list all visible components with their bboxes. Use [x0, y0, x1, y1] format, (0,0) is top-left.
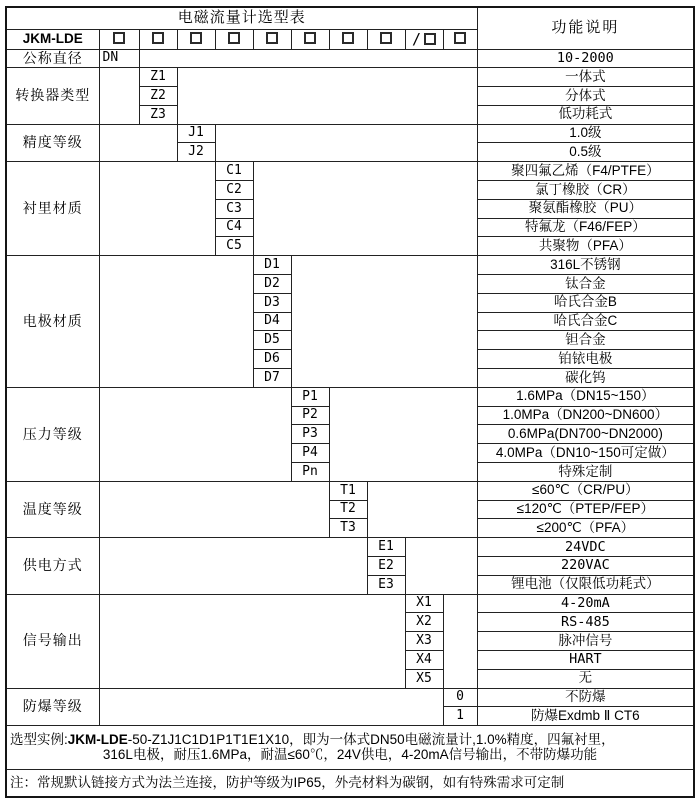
code-cell: P1 — [291, 387, 329, 406]
desc-cell: ≤120℃（PTEP/FEP） — [477, 500, 694, 519]
model-code: JKM-LDE — [6, 29, 99, 49]
code-cell: X2 — [405, 613, 443, 632]
category-electrode-material: 电极材质 — [6, 256, 99, 388]
category-converter-type: 转换器类型 — [6, 68, 99, 124]
option-box-cell — [291, 29, 329, 49]
checkbox-icon — [342, 32, 354, 44]
empty-cell — [329, 387, 477, 481]
example-line2: 316L电极，耐压1.6MPa，耐温≤60℃，24V供电，4-20mA信号输出，不带防爆功能 — [102, 746, 598, 762]
option-box-cell — [215, 29, 253, 49]
checkbox-icon — [152, 32, 164, 44]
empty-cell — [367, 481, 477, 537]
option-box-cell — [329, 29, 367, 49]
checkbox-icon — [424, 33, 436, 45]
desc-cell: 防爆Exdmb Ⅱ CT6 — [477, 707, 694, 726]
desc-cell: 无 — [477, 669, 694, 688]
code-cell: C1 — [215, 162, 253, 181]
category-lining-material: 衬里材质 — [6, 162, 99, 256]
code-cell: P3 — [291, 425, 329, 444]
code-cell: P4 — [291, 444, 329, 463]
desc-cell: 分体式 — [477, 87, 694, 106]
category-pressure-rating: 压力等级 — [6, 387, 99, 481]
desc-cell: 铂铱电极 — [477, 350, 694, 369]
desc-cell: ≤200℃（PFA） — [477, 519, 694, 538]
code-cell: X1 — [405, 594, 443, 613]
code-cell: Z3 — [139, 105, 177, 124]
example-prefix: 选型实例: — [10, 731, 68, 747]
desc-cell: 聚氨酯橡胶（PU） — [477, 199, 694, 218]
code-cell: C3 — [215, 199, 253, 218]
checkbox-icon — [228, 32, 240, 44]
empty-cell — [291, 256, 477, 388]
checkbox-icon — [304, 32, 316, 44]
slash-separator: / — [411, 29, 422, 48]
empty-cell — [99, 68, 139, 124]
code-cell: 0 — [443, 688, 477, 707]
desc-cell: 共聚物（PFA） — [477, 237, 694, 256]
desc-cell: 哈氏合金C — [477, 312, 694, 331]
code-cell: DN — [99, 49, 139, 68]
code-cell: J2 — [177, 143, 215, 162]
desc-cell: 锂电池（仅限低功耗式） — [477, 575, 694, 594]
desc-cell: 碳化钨 — [477, 369, 694, 388]
code-cell: Pn — [291, 463, 329, 482]
category-explosion-proof: 防爆等级 — [6, 688, 99, 726]
code-cell: 1 — [443, 707, 477, 726]
desc-cell: HART — [477, 651, 694, 670]
checkbox-icon — [113, 32, 125, 44]
checkbox-icon — [454, 32, 466, 44]
desc-cell: 氯丁橡胶（CR） — [477, 181, 694, 200]
empty-cell — [99, 256, 253, 388]
desc-cell: 1.0MPa（DN200~DN600） — [477, 406, 694, 425]
checkbox-icon — [380, 32, 392, 44]
desc-cell: 低功耗式 — [477, 105, 694, 124]
code-cell: D2 — [253, 275, 291, 294]
code-cell: E2 — [367, 557, 405, 576]
checkbox-icon — [266, 32, 278, 44]
code-cell: C5 — [215, 237, 253, 256]
code-cell: Z1 — [139, 68, 177, 87]
empty-cell — [405, 538, 477, 594]
option-box-cell — [253, 29, 291, 49]
code-cell: C2 — [215, 181, 253, 200]
empty-cell — [99, 594, 405, 688]
desc-cell: 0.5级 — [477, 143, 694, 162]
empty-cell — [177, 68, 477, 124]
option-box-cell — [99, 29, 139, 49]
desc-cell: 不防爆 — [477, 688, 694, 707]
example-model: JKM-LDE — [67, 731, 128, 747]
code-cell: E1 — [367, 538, 405, 557]
code-cell: D3 — [253, 293, 291, 312]
code-cell: T3 — [329, 519, 367, 538]
table-title: 电磁流量计选型表 — [6, 7, 477, 29]
desc-cell: 钽合金 — [477, 331, 694, 350]
selection-table — [5, 6, 695, 798]
function-description-header: 功能说明 — [477, 7, 694, 49]
code-cell: E3 — [367, 575, 405, 594]
desc-cell: 1.6MPa（DN15~150） — [477, 387, 694, 406]
desc-cell: 特氟龙（F46/FEP） — [477, 218, 694, 237]
desc-cell: 4.0MPa（DN10~150可定做） — [477, 444, 694, 463]
code-cell: X4 — [405, 651, 443, 670]
empty-cell — [99, 688, 443, 726]
empty-cell — [215, 124, 477, 162]
code-cell: J1 — [177, 124, 215, 143]
code-cell: D6 — [253, 350, 291, 369]
category-accuracy-class: 精度等级 — [6, 124, 99, 162]
empty-cell — [443, 594, 477, 688]
desc-cell: 聚四氟乙烯（F4/PTFE） — [477, 162, 694, 181]
option-box-cell — [443, 29, 477, 49]
code-cell: D4 — [253, 312, 291, 331]
desc-cell: 一体式 — [477, 68, 694, 87]
desc-cell: 24VDC — [477, 538, 694, 557]
option-box-cell — [367, 29, 405, 49]
desc-cell: RS-485 — [477, 613, 694, 632]
empty-cell — [99, 162, 215, 256]
note-text: 注：常规默认链接方式为法兰连接，防护等级为IP65，外壳材料为碳钢，如有特殊需求可定制 — [6, 770, 694, 797]
code-cell: X5 — [405, 669, 443, 688]
code-cell: T2 — [329, 500, 367, 519]
code-cell: D1 — [253, 256, 291, 275]
example-rest: -50-Z1J1C1D1P1T1E1X10，即为一体式DN50电磁流量计,1.0%精度，四氟衬里， — [127, 731, 615, 747]
desc-cell: 0.6MPa(DN700~DN2000) — [477, 425, 694, 444]
code-cell: X3 — [405, 632, 443, 651]
example-line1 — [10, 733, 690, 748]
category-power-supply: 供电方式 — [6, 538, 99, 594]
empty-cell — [99, 387, 291, 481]
option-box-cell-with-slash — [405, 29, 443, 49]
code-cell: D7 — [253, 369, 291, 388]
empty-cell — [253, 162, 477, 256]
checkbox-icon — [190, 32, 202, 44]
desc-cell: 10-2000 — [477, 49, 694, 68]
empty-cell — [99, 481, 329, 537]
category-signal-output: 信号输出 — [6, 594, 99, 688]
desc-cell: 1.0级 — [477, 124, 694, 143]
code-cell: C4 — [215, 218, 253, 237]
code-cell: T1 — [329, 481, 367, 500]
empty-cell — [99, 124, 177, 162]
category-temperature-rating: 温度等级 — [6, 481, 99, 537]
option-box-cell — [139, 29, 177, 49]
desc-cell: 特殊定制 — [477, 463, 694, 482]
option-box-cell — [177, 29, 215, 49]
desc-cell: 哈氏合金B — [477, 293, 694, 312]
desc-cell: 钛合金 — [477, 275, 694, 294]
desc-cell: 4-20mA — [477, 594, 694, 613]
desc-cell: 316L不锈钢 — [477, 256, 694, 275]
desc-cell: 220VAC — [477, 557, 694, 576]
desc-cell: ≤60℃（CR/PU） — [477, 481, 694, 500]
empty-cell — [139, 49, 477, 68]
category-nominal-diameter: 公称直径 — [6, 49, 99, 68]
code-cell: D5 — [253, 331, 291, 350]
desc-cell: 脉冲信号 — [477, 632, 694, 651]
empty-cell — [99, 538, 367, 594]
selection-example — [6, 726, 694, 770]
code-cell: Z2 — [139, 87, 177, 106]
code-cell: P2 — [291, 406, 329, 425]
